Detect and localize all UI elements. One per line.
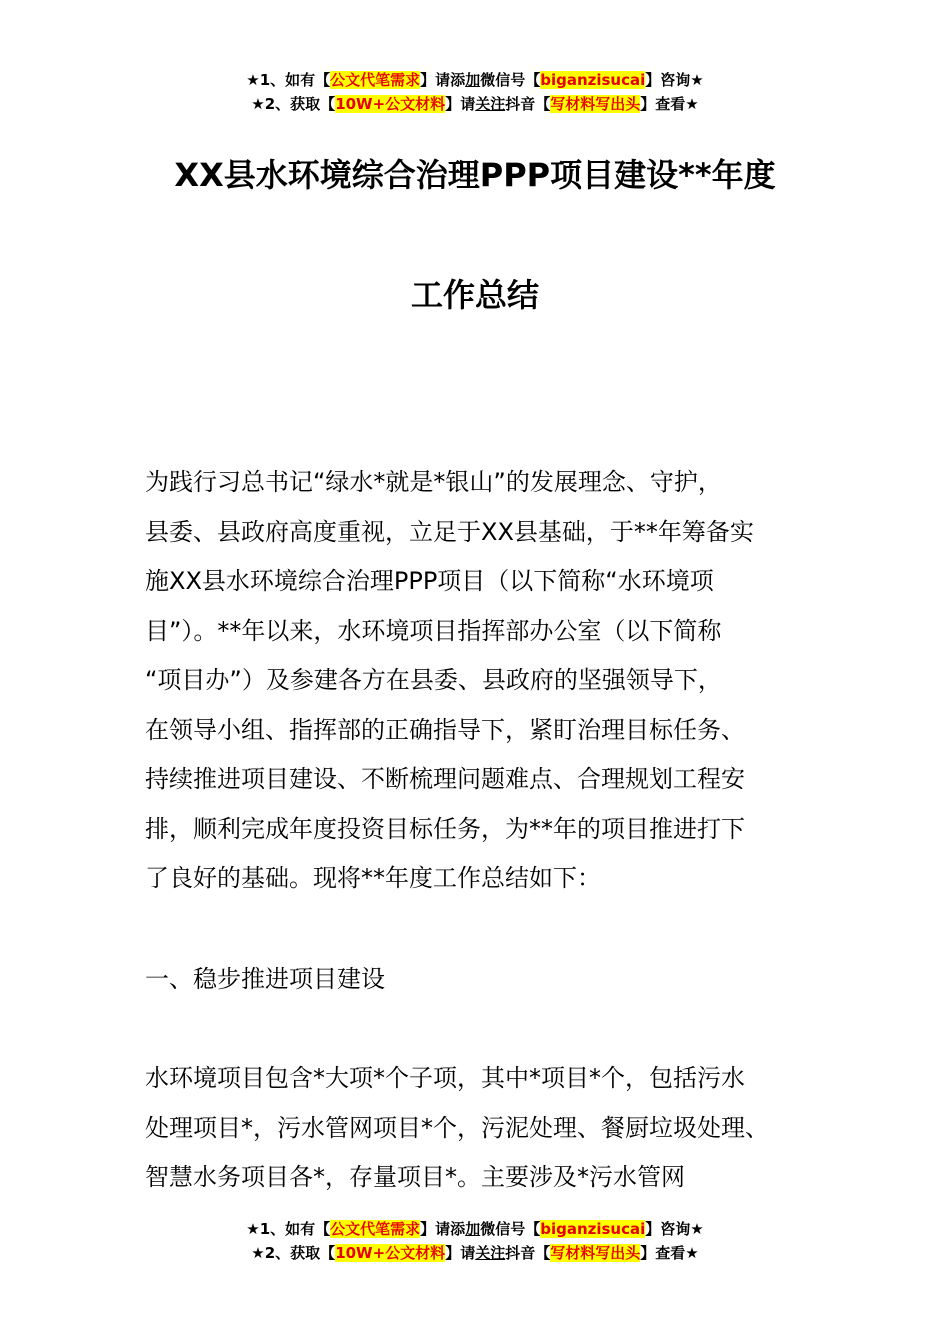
banner-line-1: ★1、如有【公文代笔需求】请添加微信号【biganzisucai】咨询★: [246, 71, 704, 89]
highlight-douyin-id: 写材料写出头: [550, 1244, 641, 1262]
header-banner: [0, 68, 950, 116]
text-line: 了良好的基础。现将**年度工作总结如下：: [145, 864, 601, 892]
highlight-wechat-id: biganzisucai: [540, 71, 646, 89]
text-line: 施XX县水环境综合治理PPP项目（以下简称“水环境项: [145, 567, 714, 595]
text-line: 水环境项目包含*大项*个子项，其中*项目*个，包括污水: [145, 1064, 745, 1092]
document-title-line-2: 工作总结: [410, 276, 539, 314]
section-heading: [145, 955, 385, 1005]
banner-line-2: ★2、获取【10W+公文材料】请关注抖音【写材料写出头】查看★: [251, 1244, 699, 1262]
highlight-materials: 10W+公文材料: [335, 1244, 446, 1262]
footer-banner: [0, 1217, 950, 1265]
banner-line-2: ★2、获取【10W+公文材料】请关注抖音【写材料写出头】查看★: [251, 95, 699, 113]
banner-line-1: ★1、如有【公文代笔需求】请添加微信号【biganzisucai】咨询★: [246, 1220, 704, 1238]
highlight-service: 公文代笔需求: [330, 71, 421, 89]
section-heading-text: 一、稳步推进项目建设: [145, 965, 385, 993]
text-line: 在领导小组、指挥部的正确指导下，紧盯治理目标任务、: [145, 715, 745, 744]
highlight-douyin-id: 写材料写出头: [550, 95, 641, 113]
text-line: 处理项目*，污水管网项目*个，污泥处理、餐厨垃圾处理、: [145, 1113, 769, 1142]
text-line: “项目办”）及参建各方在县委、县政府的坚强领导下，: [145, 666, 722, 694]
text-line: 智慧水务项目各*，存量项目*。主要涉及*污水管网: [145, 1163, 685, 1191]
document-title-line-1: XX县水环境综合治理PPP项目建设**年度: [174, 156, 776, 194]
paragraph-project-scope: [145, 1054, 769, 1203]
highlight-materials: 10W+公文材料: [335, 95, 446, 113]
text-line: 为践行习总书记“绿水*就是*银山”的发展理念、守护，: [145, 468, 722, 496]
text-line: 县委、县政府高度重视，立足于XX县基础，于**年筹备实: [145, 517, 754, 546]
highlight-wechat-id: biganzisucai: [540, 1220, 646, 1238]
highlight-service: 公文代笔需求: [330, 1220, 421, 1238]
text-line: 排，顺利完成年度投资目标任务，为**年的项目推进打下: [145, 814, 745, 843]
text-line: 目”）。**年以来，水环境项目指挥部办公室（以下简称: [145, 616, 722, 645]
text-line: 持续推进项目建设、不断梳理问题难点、合理规划工程安: [145, 765, 745, 793]
paragraph-intro: [145, 458, 754, 904]
